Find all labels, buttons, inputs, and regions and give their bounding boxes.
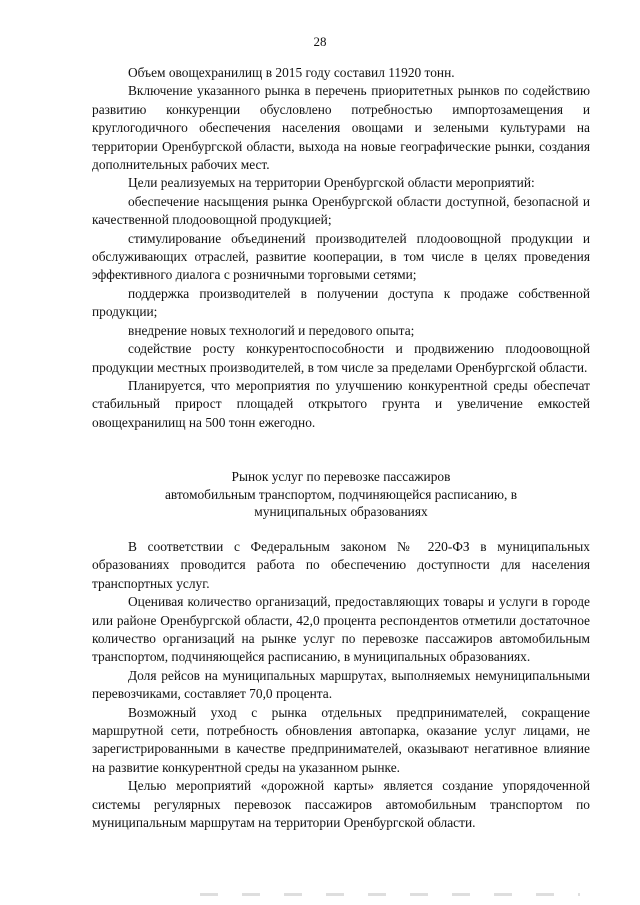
paragraph: Объем овощехранилищ в 2015 году составил 11920 тонн. xyxy=(128,65,455,80)
title-line: автомобильным транспортом, подчиняющейся расписанию, в xyxy=(164,486,518,502)
paragraph: Цели реализуемых на территории Оренбургской области мероприятий: xyxy=(128,175,535,191)
list-item: обеспечение насыщения рынка Оренбургской области доступной, безопасной и качественной плодоовощной продукцией; xyxy=(92,193,590,228)
section-2-title xyxy=(92,468,590,521)
paragraph: Возможный уход с рынка отдельных предпринимателей, сокращение маршрутной сети, потребность обновления автопарка, оказание услуг лицами, не зарегистрированными в качестве предпринимателей, оказывают негативное влияние на развитие конкурентной среды на указанном рынке. xyxy=(92,704,590,775)
paragraph: Включение указанного рынка в перечень приоритетных рынков по содействию развитию конкуренции обусловлено потребностью импортозамещения и круглогодичного обеспечения населения овощами и зелеными культурами на территории Оренбургской области, выхода на новые географические рынки, создания дополнительных рабочих мест. xyxy=(92,83,590,173)
title-line: Рынок услуг по перевозке пассажиров xyxy=(231,469,451,484)
section-2-body xyxy=(92,538,590,833)
paragraph: В соответствии с Федеральным законом № 220-ФЗ в муниципальных образованиях проводится работа по обеспечению доступности для населения транспортных услуг. xyxy=(92,539,590,591)
paragraph: Планируется, что мероприятия по улучшению конкурентной среды обеспечат стабильный прирост площадей открытого грунта и увеличение емкостей овощехранилищ на 500 тонн ежегодно. xyxy=(92,377,590,430)
list-item: содействие росту конкурентоспособности и продвижению плодоовощной продукции местных производителей, в том числе за пределами Оренбургской области. xyxy=(92,341,590,375)
title-line: муниципальных образованиях xyxy=(254,504,428,519)
paragraph: Целью мероприятий «дорожной карты» является создание упорядоченной системы регулярных перевозок пассажиров автомобильным транспортом по муниципальным маршрутам на территории Оренбургской области. xyxy=(92,778,590,831)
paragraph: Оценивая количество организаций, предоставляющих товары и услуги в городе или районе Оренбургской области, 42,0 процента респондентов отметили достаточное количество организаций на рынке услуг по перевозке пассажиров автомобильным транспортом, подчиняющейся расписанию, в муниципальных образованиях. xyxy=(92,594,590,665)
list-item: поддержка производителей в получении доступа к продаже собственной продукции; xyxy=(92,285,590,320)
list-item: внедрение новых технологий и передового опыта; xyxy=(128,322,415,338)
scan-artifact-marks xyxy=(200,893,580,896)
list-item: стимулирование объединений производителей плодоовощной продукции и обслуживающих отраслей, развитие кооперации, в том числе в целях проведения эффективного диалога с розничными торговыми сетями; xyxy=(92,230,590,283)
section-1-body xyxy=(92,64,590,432)
paragraph: Доля рейсов на муниципальных маршрутах, выполняемых немуниципальными перевозчиками, составляет 70,0 процента. xyxy=(92,667,590,702)
page-number: 28 xyxy=(313,34,327,49)
